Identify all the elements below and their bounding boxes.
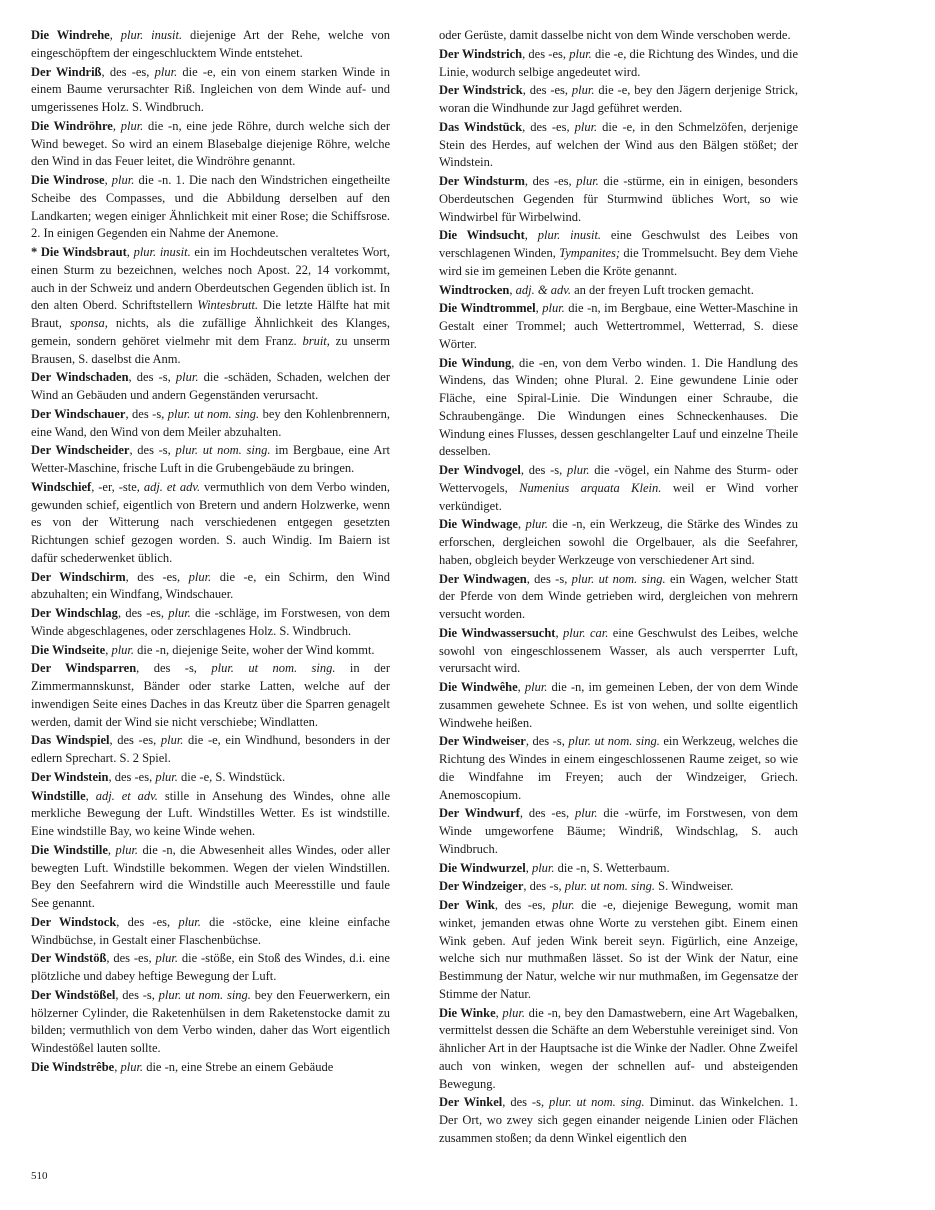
entry-headword: Die Windwêhe <box>439 680 518 694</box>
dictionary-entry <box>439 1094 798 1147</box>
entry-italic: sponsa, <box>69 316 108 330</box>
entry-italic: plur. <box>552 898 575 912</box>
entry-headword: Die Windstrêbe <box>31 1059 115 1074</box>
entry-headword: Der Windstößel <box>31 987 116 1002</box>
entry-headword: Der Windschaden <box>31 370 129 385</box>
entry-text: , <box>114 1059 121 1074</box>
dictionary-entry <box>439 82 798 118</box>
entry-text: , des -es, <box>524 174 577 188</box>
dictionary-entry <box>439 733 798 804</box>
entry-text: bey den Feuerwerkern, ein hölzerner Cylinder, die Raketenhülsen in dem Raketenstocke damit zu bilden; vermuthlich von dem Verbo winden, daher das Wort eigentlich Windestößel lauten sollte. <box>31 987 390 1055</box>
entry-headword: Der Windzeiger <box>439 879 524 894</box>
entry-italic: plur. <box>175 370 199 385</box>
entry-headword: Die Windsucht <box>439 228 525 243</box>
entry-italic: adj. et adv. <box>95 788 158 803</box>
entry-headword: Das Windstück <box>439 119 523 134</box>
entry-text: , <box>517 680 525 694</box>
entry-text: die -n, die Abwesenheit alles Windes, oder aller bewegten Luft. Windstille bekommen. Wegen der vielen Windstillen. Bey den Seefahrern wird die Windstille auch Meeresstille und faule See genannt. <box>31 842 391 910</box>
entry-italic: Tympanites; <box>559 246 621 260</box>
dictionary-entry <box>31 660 390 731</box>
entry-italic: plur. <box>155 951 179 966</box>
entry-text: , <box>107 842 116 857</box>
entry-text: , <box>517 517 526 532</box>
dictionary-entry <box>31 914 390 950</box>
entry-text: die -n, eine jede Röhre, durch welche sich der Wind beweget. So wird an einem Blasebalge diejenige Röhre, welche den Wind in das Feuer leitet, die Windröhre genannt. <box>31 118 391 169</box>
entry-text: die -stöcke, eine kleine einfache Windbüchse, in Gestalt einer Flaschenbüchse. <box>31 914 390 947</box>
dictionary-entry <box>31 1059 390 1077</box>
dictionary-entry <box>31 369 390 405</box>
entry-text: bey den Kohlenbrennern, eine Wand, den Wind von dem Meiler abzuhalten. <box>31 406 390 439</box>
entry-text: die -stöße, ein Stoß des Windes, d.i. eine plötzliche und dabey heftige Bewegung der Luft. <box>31 951 390 983</box>
entry-italic: plur. <box>111 173 135 187</box>
entry-headword: Der Windstrich <box>439 46 523 61</box>
entry-italic: Numenius arquata Klein. <box>519 480 662 495</box>
dictionary-entry <box>439 679 798 732</box>
entry-italic: plur. <box>111 642 135 657</box>
entry-text: die -würfe, im Forstwesen, von dem Winde umgeworfene Bäume; Windriß, Windschlag, S. auch Windbruch. <box>439 806 798 856</box>
entry-text: , <box>524 228 538 243</box>
entry-text: , des -es, <box>522 46 570 61</box>
entry-text: , <box>495 1005 503 1020</box>
entry-text: , <box>509 282 516 297</box>
entry-italic: adj. et adv. <box>143 479 201 494</box>
dictionary-entry <box>31 987 390 1058</box>
entry-text: , des -s, <box>136 661 212 676</box>
entry-text: die -e, bey den Jägern derjenige Strick, woran die Windhunde zur Jagd geführet werden. <box>439 83 799 115</box>
dictionary-entry <box>439 805 798 858</box>
entry-italic: plur. <box>160 733 184 748</box>
entry-italic: plur. inusit. <box>133 245 191 259</box>
entry-text: die -n, S. Wetterbaum. <box>554 860 670 875</box>
entry-text: , des -es, <box>522 119 575 134</box>
dictionary-entry <box>439 860 798 878</box>
dictionary-entry <box>31 244 390 368</box>
entry-text: die -n, im gemeinen Leben, der von dem Winde zusammen gewehete Schnee. Es ist von wehen, und sollte eigentlich Windwehe heißen. <box>439 680 798 730</box>
entry-italic: plur. <box>502 1005 525 1020</box>
dictionary-entry <box>31 64 390 117</box>
entry-text: , <box>126 245 134 259</box>
entry-italic: plur. <box>571 83 595 98</box>
entry-headword: Windschief <box>31 479 92 494</box>
entry-text: , <box>104 173 112 187</box>
entry-italic: plur. <box>525 517 549 532</box>
entry-text: die -e, ein von einem starken Winde in einem Baume verursachter Riß. Ingleichen von dem Winde auf- und umgerissenes Holz. S. Windbruch. <box>31 64 390 114</box>
dictionary-entry <box>31 406 390 442</box>
entry-text: , des -s, <box>526 571 572 586</box>
entry-headword: Die Windröhre <box>31 118 113 133</box>
entry-text: die -e, ein Windhund, besonders in der edlern Sprechart. S. 2 Spiel. <box>31 733 390 765</box>
entry-text: , des -es, <box>117 606 169 620</box>
entry-text: , des -s, <box>129 443 176 458</box>
entry-text: eine Geschwulst des Leibes von verschlagenen Winden, <box>439 228 799 260</box>
entry-italic: plur. ut nom. sing. <box>564 879 655 894</box>
entry-text: die -n, bey den Damastwebern, eine Art Wagebalken, vermittelst dessen die Schäfte an dem Weberstuhle vereiniget sind. Von ähnlicher Art in der Hauptsache ist die Winke der Nadler. Ohne Zweifel auch von winken, wegen der schnellen auf- und absteigenden Bewegung. <box>439 1005 799 1091</box>
dictionary-entry <box>439 571 798 624</box>
entry-text: , des -es, <box>519 806 575 821</box>
page-number: 510 <box>31 1170 48 1182</box>
entry-text: im Bergbaue, eine Art Wetter-Maschine, frische Luft in die Grubengebäude zu bringen. <box>31 443 390 475</box>
dictionary-entry <box>31 732 390 768</box>
entry-text: , <box>535 301 543 316</box>
entry-italic: plur. <box>524 680 548 694</box>
entry-italic: plur. <box>120 1059 144 1074</box>
entry-text: , <box>555 625 563 640</box>
entry-headword: Der Windsparren <box>31 661 137 676</box>
entry-headword: Der Windschirm <box>31 569 126 584</box>
entry-headword: Der Windwurf <box>439 806 520 821</box>
entry-italic: plur. <box>154 64 178 79</box>
entry-italic: plur. ut nom. sing. <box>158 987 251 1002</box>
entry-italic: plur. ut nom. sing. <box>571 571 666 586</box>
entry-headword: Der Windschlag <box>31 606 118 620</box>
dictionary-entry <box>31 769 390 787</box>
entry-text: vermuthlich von dem Verbo winden, gewunden schief, eigentlich von Bretern und andern Holzwerke, wenn es von der Witterung nach verschiedenen entgegen gesetzten Richtungen schief gezogen worden. S. auch Windig. Im Baiern ist dafür schederwenket üblich. <box>31 479 390 565</box>
entry-italic: adj. & adv. <box>515 282 571 297</box>
dictionary-entry <box>439 625 798 678</box>
entry-text: in der Zimmermannskunst, Bänder oder starke Latten, welche auf der inwendigen Seite eines Daches in das Kreutz über die Sparren genagelt werden, damit der Wind sie nicht verschiebe; Windlatten. <box>31 661 390 729</box>
dictionary-entry <box>439 27 798 45</box>
right-column <box>439 27 798 1149</box>
dictionary-entry <box>439 1005 798 1094</box>
entry-text: ein im Hochdeutschen veraltetes Wort, einen Sturm zu bezeichnen, welches noch Apost. 22, 14 vorkommt, auch in der Schweiz und andern Oberdeutschen Gegenden üblich ist. In den alten Oberd. Schriftstellern <box>31 245 391 313</box>
entry-italic: plur. <box>542 301 565 316</box>
dictionary-entry <box>439 227 798 280</box>
entry-italic: plur. <box>178 914 201 929</box>
entry-headword: Der Windvogel <box>439 463 521 477</box>
entry-text: die -n, ein Werkzeug, die Stärke des Windes zu erforschen, dergleichen sowohl die Orgelbauer, als die Seefahrer, haben, obgleich beyder Werkzeuge von verschiedener Art sind. <box>439 517 798 567</box>
entry-headword: Die Windrehe <box>31 28 110 42</box>
entry-text: an der freyen Luft trocken gemacht. <box>570 282 754 297</box>
dictionary-entry <box>439 173 798 226</box>
entry-italic: plur. ut nom. sing. <box>175 443 271 458</box>
entry-italic: plur. <box>120 118 144 133</box>
left-column <box>31 27 390 1078</box>
entry-text: , des -s, <box>128 370 176 385</box>
dictionary-entry <box>439 897 798 1004</box>
entry-text: nichts, als die zufällige Ähnlichkeit des Klanges, gemein, sondern gehöret vielmehr mit dem Franz. <box>31 316 390 348</box>
entry-text: ein Wagen, welcher Statt der Pferde von dem Winde getrieben wird, dergleichen von mehrern versucht worden. <box>439 571 799 621</box>
entry-text: , des -es, <box>125 569 189 584</box>
dictionary-entry <box>31 605 390 641</box>
dictionary-entry <box>31 442 390 478</box>
entry-headword: Die Winke <box>439 1005 496 1020</box>
entry-italic: Wintesbrutt. <box>197 298 259 313</box>
entry-text: die -n, im Bergbaue, eine Wetter-Maschine in Gestalt einer Trommel; auch Wettertrommel, Wetterrad, S. diese Wörter. <box>439 301 799 351</box>
entry-text: die -stürme, ein in einigen, besonders Oberdeutschen Gegenden für Sturmwind übliches Wort, so wie Windwirbel für Wirbelwind. <box>439 174 798 224</box>
entry-headword: Der Windstöß <box>31 951 107 966</box>
entry-italic: plur. <box>576 174 599 188</box>
entry-headword: Der Windstrick <box>439 83 523 98</box>
entry-text: , <box>105 642 112 657</box>
entry-text: die -schäden, Schaden, welchen der Wind an Gebäuden und andern Gegenständen verursacht. <box>31 370 390 402</box>
entry-text: weil er Wind vorher verkündiget. <box>439 480 798 513</box>
entry-text: , die -en, von dem Verbo winden. 1. Die Handlung des Windens, das Winden; ohne Plural. 2. Eine gewundene Linie oder Fläche, eine Spiral-Linie. Die Windungen einer Schraube, die Schraubengänge. Die Windungen eines Schneckenhauses. Die Windung eines Flusses, dessen geschlangelter Lauf und einzelne Theile desselben. <box>439 355 798 459</box>
entry-text: die -e, diejenige Bewegung, womit man winket, jemanden etwas ohne Worte zu verstehen gibt. Einem einen Wink geben. Auf jeden Wink bereit seyn. Figürlich, eine Anzeige, welche sich nur muthmaßen lässet. So ist der Wink der Natur, eine Bestimmung der Natur, welche wir nur muthmaßen, im Gegensatze der Stimme der Natur. <box>439 898 798 1001</box>
dictionary-entry <box>31 569 390 605</box>
entry-headword: Der Wink <box>439 898 495 912</box>
entry-text: die Trommelsucht. Bey dem Viehe wird sie im gemeinen Leben die Kröte genannt. <box>439 246 798 278</box>
entry-italic: plur. <box>168 606 191 620</box>
entry-italic: plur. inusit. <box>537 228 602 243</box>
entry-text: , des -s, <box>520 463 567 477</box>
entry-headword: Der Windweiser <box>439 734 526 749</box>
entry-text: , des -s, <box>115 987 159 1002</box>
dictionary-entry <box>31 479 390 568</box>
entry-text: die -e, ein Schirm, den Wind abzuhalten; ein Windfang, Windschauer. <box>31 569 390 602</box>
entry-headword: Der Windscheider <box>31 443 130 458</box>
entry-italic: plur. inusit. <box>120 28 183 42</box>
entry-text: die -e, S. Windstück. <box>177 769 286 784</box>
entry-text: , -er, -ste, <box>91 479 144 494</box>
entry-italic: plur. <box>566 463 590 477</box>
entry-text: , des -s, <box>525 734 569 749</box>
entry-text: , des -s, <box>502 1095 549 1110</box>
entry-text: die -schläge, im Forstwesen, von dem Winde abgeschlagenes, oder zerschlagenes Holz. S. Windbruch. <box>31 606 390 638</box>
entry-text: , des -es, <box>101 64 155 79</box>
entry-text: , des -es, <box>109 733 161 748</box>
dictionary-entry <box>439 282 798 300</box>
entry-italic: bruit, <box>302 333 330 348</box>
entry-italic: plur. <box>531 860 555 875</box>
entry-text: Diminut. das Winkelchen. 1. Der Ort, wo zwey sich gegen einander neigende Linien oder Flächen zusammen stoßen; da denn Winkel eigentlich den <box>439 1095 798 1145</box>
entry-headword: Die Windwassersucht <box>439 625 556 640</box>
entry-headword: Der Windstein <box>31 769 109 784</box>
entry-headword: Die Windstille <box>31 842 108 857</box>
entry-headword: Der Winkel <box>439 1095 503 1110</box>
entry-text: , des -es, <box>108 769 156 784</box>
dictionary-entry <box>439 878 798 896</box>
entry-text: die -n. 1. Die nach den Windstrichen eingetheilte Scheibe des Compasses, und die Abbildung derselben auf den Landkarten; wegen einiger Ähnlichkeit mit einer Rose; die Schiffsrose. 2. In einigen Gegenden ein Nahme der Anemone. <box>31 173 390 241</box>
dictionary-entry <box>439 516 798 569</box>
dictionary-entry <box>31 842 390 913</box>
entry-text: die -vögel, ein Nahme des Sturm- oder Wettervogels, <box>439 463 798 495</box>
entry-italic: plur. <box>188 569 212 584</box>
dictionary-entry <box>31 27 390 63</box>
entry-text: die -e, die Richtung des Windes, und die Linie, wodurch selbige angedeutet wird. <box>439 46 798 79</box>
entry-headword: Die Windwage <box>439 517 518 532</box>
entry-italic: plur. <box>155 769 178 784</box>
entry-text: , <box>112 118 121 133</box>
entry-text: , des -es, <box>522 83 572 98</box>
entry-italic: plur. <box>574 806 598 821</box>
entry-italic: plur. car. <box>562 625 609 640</box>
entry-headword: Das Windspiel <box>31 733 110 748</box>
dictionary-entry <box>439 46 798 82</box>
entry-italic: plur. ut nom. sing. <box>549 1095 645 1110</box>
entry-text: , <box>85 788 96 803</box>
entry-text: die -e, in den Schmelzöfen, derjenige Stein des Herdes, auf welchen der Wind aus den Bälgen stößet; der Windstein. <box>439 119 798 170</box>
entry-italic: plur. ut nom. sing. <box>167 406 260 421</box>
dictionary-entry <box>439 462 798 515</box>
entry-text: die -n, eine Strebe an einem Gebäude <box>143 1059 334 1074</box>
entry-headword: Die Windung <box>439 355 512 370</box>
entry-text: , <box>525 860 532 875</box>
entry-italic: plur. <box>115 842 139 857</box>
entry-headword: Der Windschauer <box>31 406 126 421</box>
entry-text: oder Gerüste, damit dasselbe nicht von dem Winde verschoben werde. <box>439 28 791 42</box>
entry-text: , des -es, <box>106 951 156 966</box>
entry-headword: Die Windrose <box>31 173 105 187</box>
entry-italic: plur. <box>574 119 598 134</box>
dictionary-entry <box>439 300 798 353</box>
entry-text: S. Windweiser. <box>655 879 734 894</box>
entry-text: diejenige Art der Rehe, welche von eingeschöpftem der eingeschlucktem Winde entstehet. <box>31 28 390 60</box>
entry-headword: Windtrocken <box>439 282 510 297</box>
entry-text: , des -s, <box>523 879 565 894</box>
entry-text: Die letzte Hälfte hat mit Braut, <box>31 298 390 330</box>
entry-headword: Der Windstock <box>31 914 117 929</box>
entry-text: eine Geschwulst des Leibes, welche sowohl von eingeschlossenem Wasser, als auch versperrter Luft, verursacht wird. <box>439 625 799 676</box>
dictionary-entry <box>31 172 390 243</box>
dictionary-entry <box>31 788 390 841</box>
entry-headword: Die Windseite <box>31 642 106 657</box>
entry-text: , <box>109 28 121 42</box>
entry-headword: Der Windwagen <box>439 571 527 586</box>
entry-text: die -n, diejenige Seite, woher der Wind kommt. <box>134 642 375 657</box>
entry-headword: Die Windtrommel <box>439 301 536 316</box>
entry-text: , des -s, <box>125 406 168 421</box>
dictionary-entry <box>31 642 390 660</box>
entry-italic: plur. ut nom. sing. <box>568 734 660 749</box>
entry-headword: * Die Windsbraut <box>31 245 127 259</box>
entry-text: zu unserm Brausen, S. daselbst die Anm. <box>31 333 390 366</box>
entry-headword: Der Windriß <box>31 64 102 79</box>
dictionary-entry <box>439 355 798 462</box>
entry-headword: Windstille <box>31 788 86 803</box>
entry-text: ein Werkzeug, welches die Richtung des Windes in einem eingeschlossenen Raume zeiget, so wie die Windfahne im Freyen; auch der Windzeiger, Griech. Anemoscopium. <box>439 734 798 802</box>
entry-headword: Die Windwurzel <box>439 860 526 875</box>
entry-text: , des -es, <box>116 914 179 929</box>
entry-italic: plur. <box>569 46 592 61</box>
entry-italic: plur. ut nom. sing. <box>211 661 336 676</box>
entry-text: stille in Ansehung des Windes, ohne alle merkliche Bewegung der Luft. Windstilles Wetter. Es ist windstille. Eine windstille Bay, wo keine Winde wehen. <box>31 788 390 838</box>
dictionary-entry <box>31 118 390 171</box>
dictionary-entry <box>31 950 390 986</box>
entry-headword: Der Windsturm <box>439 174 525 188</box>
entry-text: , des -es, <box>494 898 553 912</box>
dictionary-entry <box>439 119 798 172</box>
